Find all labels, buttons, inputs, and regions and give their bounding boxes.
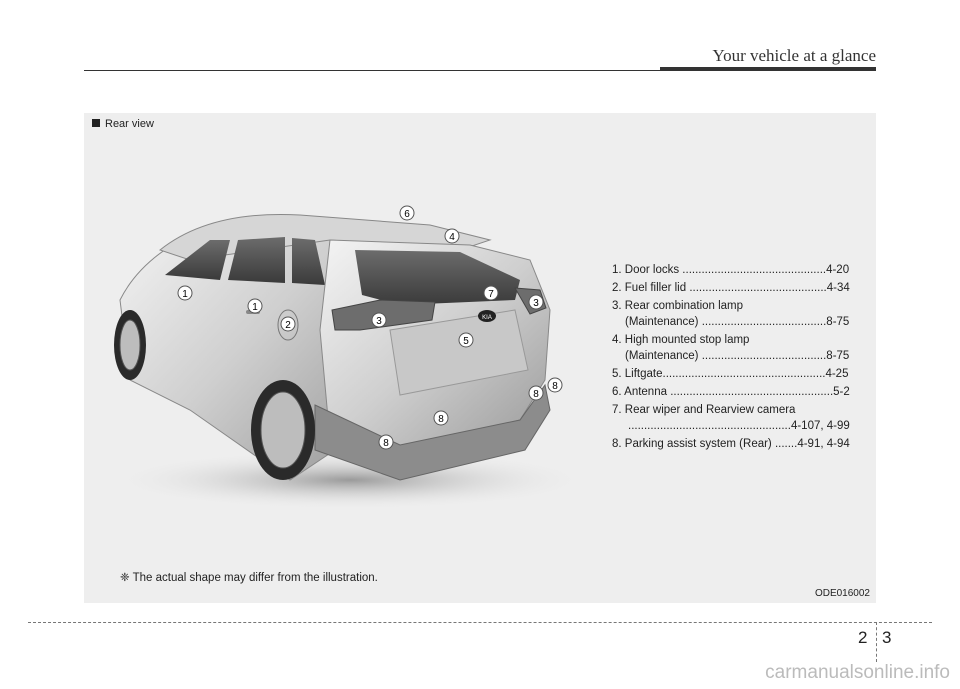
item-text: 1. Door locks .............................................4-20 [612,264,850,276]
list-item [612,384,867,400]
svg-text:4: 4 [449,232,455,243]
svg-text:6: 6 [404,209,410,220]
svg-text:8: 8 [533,389,539,400]
item-text: 3. Rear combination lamp [612,300,744,312]
callout [434,411,448,425]
svg-text:3: 3 [533,298,539,309]
car-rear-illustration [100,180,600,520]
svg-text:8: 8 [438,414,444,425]
svg-text:1: 1 [182,289,188,300]
list-item [612,298,867,330]
callout [281,317,295,331]
list-item [612,402,867,434]
item-text: 7. Rear wiper and Rearview camera [612,404,796,416]
callout [484,286,498,300]
item-text-continued: ...................................................4-107, 4-99 [628,420,850,432]
svg-text:3: 3 [376,316,382,327]
item-text: 8. Parking assist system (Rear) .......4-91, 4-94 [612,438,850,450]
list-item [612,436,867,452]
list-item [612,332,867,364]
item-text: 6. Antenna ...................................................5-2 [612,386,850,398]
item-text: 4. High mounted stop lamp [612,334,750,346]
section-label-text: Rear view [105,118,154,130]
callout [529,295,543,309]
svg-text:5: 5 [463,336,469,347]
svg-text:7: 7 [488,289,494,300]
callout [372,313,386,327]
item-text-continued: (Maintenance) .......................................8-75 [625,316,850,328]
square-bullet-icon [92,119,100,127]
page-separator [876,622,877,662]
reference-list [612,262,867,454]
item-text: 2. Fuel filler lid ...........................................4-34 [612,282,850,294]
svg-text:2: 2 [285,320,291,331]
footer-rule [28,622,932,623]
header-rule-accent [660,67,876,71]
section-label [92,118,154,130]
list-item [612,280,867,296]
svg-text:8: 8 [552,381,558,392]
svg-text:8: 8 [383,438,389,449]
header-title: Your vehicle at a glance [712,46,876,65]
page-chapter: 2 [858,628,868,647]
item-text-continued: (Maintenance) .......................................8-75 [625,350,850,362]
brand-badge-text: KIA [482,315,492,321]
page-number: 3 [882,628,892,647]
callout [400,206,414,220]
callout [178,286,192,300]
callout [529,386,543,400]
callout [379,435,393,449]
callout [248,299,262,313]
list-item [612,262,867,278]
list-item [612,366,867,382]
callout [459,333,473,347]
svg-text:1: 1 [252,302,258,313]
illustration-note: ❈ The actual shape may differ from the illustration. [120,572,378,584]
item-text: 5. Liftgate...................................................4-25 [612,368,849,380]
image-code: ODE016002 [814,588,870,599]
callout [548,378,562,392]
watermark: carmanualsonline.info [765,662,950,683]
callout [445,229,459,243]
